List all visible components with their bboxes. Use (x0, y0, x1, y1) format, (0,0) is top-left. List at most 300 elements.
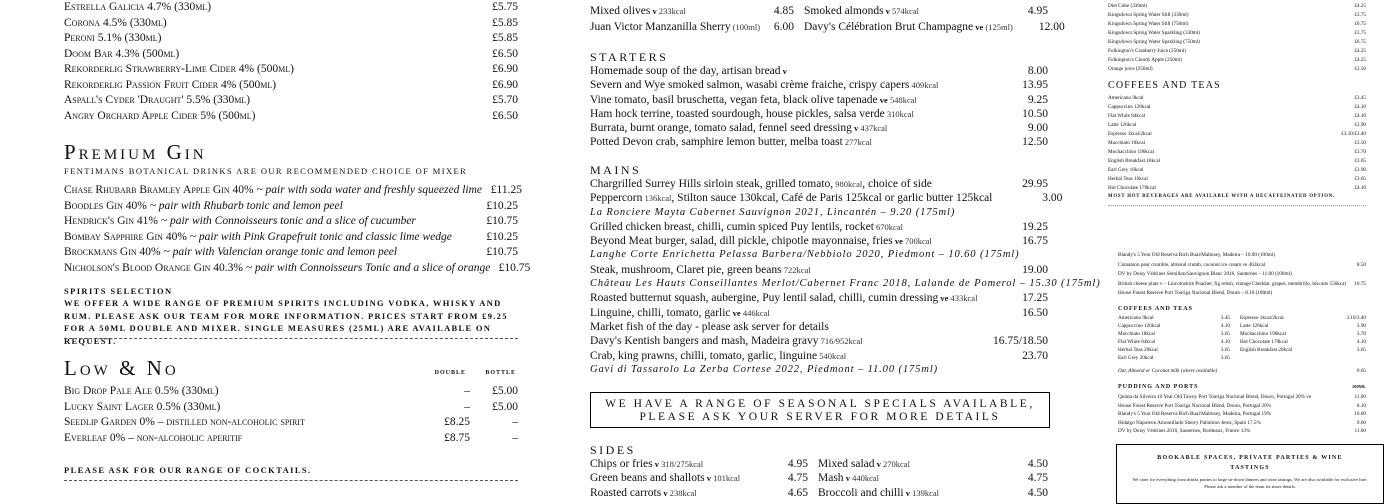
sides-list (590, 457, 1048, 500)
coffee-item (1108, 148, 1366, 157)
coffee-item (1240, 330, 1366, 338)
coffee-item (1240, 338, 1366, 346)
drink-row (64, 93, 518, 109)
drink-name: Rekorderlig Strawberry-Lime Cider 4% (500ml) (64, 63, 294, 75)
starter-kcal: 277kcal (842, 137, 872, 148)
starter-row (590, 135, 1048, 149)
coffees-teas-title-2: COFFEES AND TEAS (1118, 306, 1193, 312)
coffee-item (1108, 103, 1366, 112)
side-diet: v (652, 459, 659, 469)
main-dish (590, 220, 978, 234)
gin-price: £10.75 (486, 215, 518, 227)
drink-row (64, 109, 518, 125)
gin-row (64, 214, 518, 230)
soft-drink-name: Kingsdown Spring Water Still (330ml) (1108, 12, 1189, 18)
coffee-item (1118, 314, 1230, 322)
coffee-item (1240, 346, 1366, 354)
starter-row (590, 78, 1048, 92)
coffees-left-list (1118, 314, 1230, 362)
starter-price: 12.50 (1022, 136, 1048, 149)
starter-row (590, 121, 1048, 135)
pudding-item-name: Blandy's 5 Year Old Reserva Rich Bual/Malmsey, Madeira – 10.00 (100ml) (1118, 252, 1275, 258)
coffee-item-price: 4.10 (1220, 339, 1230, 345)
coffee-item (1240, 314, 1366, 322)
main-price: 16.75/18.50 (993, 335, 1048, 348)
coffee-item-name: Mochacchino 196kcal (1240, 331, 1286, 337)
starter-price: 9.00 (1027, 122, 1048, 135)
gin-price: £11.25 (490, 184, 522, 196)
coffee-item-price: £4.10 (1354, 104, 1366, 110)
main-name: Peppercorn (590, 192, 643, 205)
main-name: Crab, king prawns, chilli, tomato, garlic, linguine (590, 349, 818, 362)
coffee-item-name: Earl Grey 20kcal (1118, 355, 1154, 361)
starter-dish (590, 135, 996, 149)
coffee-item (1108, 184, 1366, 193)
decaf-note: MOST HOT BEVERAGES ARE AVAILABLE WITH A DECAFFEINATED OPTION. (1108, 194, 1335, 199)
gin-name-wrap (64, 245, 478, 261)
main-row (590, 191, 1063, 205)
coffee-item-name: Espresso 1kcal/2kcal (1108, 131, 1152, 137)
gin-mixer: ~ pair with Valencian orange tonic and lemon peel (163, 246, 398, 258)
soft-drink (1108, 65, 1366, 74)
drink-price: £6.50 (492, 47, 518, 60)
soft-drink-name: Folkington's Cranberry Juice (250ml) (1108, 48, 1187, 54)
coffee-item-name: Flat White 84kcal (1108, 113, 1146, 119)
starter-name: Ham hock terrine, toasted sourdough, house pickles, salsa verde (590, 107, 885, 120)
side-kcal: 238kcal (667, 487, 697, 498)
soft-drink-name: Kingsdown Spring Water Sparkling (330ml) (1108, 30, 1200, 36)
starter-name: Homemade soup of the day, artisan bread (590, 65, 781, 77)
port-item (1118, 393, 1366, 402)
coffee-item-price: 3.65 (1220, 347, 1230, 353)
main-dish (590, 234, 978, 248)
soft-drink-price: £3.75 (1354, 12, 1366, 18)
side-kcal: 139kcal (909, 487, 940, 498)
starter-diet: v (851, 123, 859, 134)
side-kcal: 270kcal (880, 459, 910, 469)
port-item-price: 11.00 (1354, 394, 1366, 400)
bookable-spaces-title: BOOKABLE SPACES, PRIVATE PARTIES & WINE TASTINGS (1157, 455, 1343, 471)
main-extra: , Stilton sauce 130kcal, Café de Paris 125kcal or garlic butter 125kcal (671, 192, 993, 205)
main-price: 29.95 (1022, 178, 1048, 190)
drink-name: Corona 4.5% (330ml) (64, 16, 167, 29)
coffee-item-name: English Breakfast 18kcal (1108, 158, 1161, 164)
port-item (1118, 427, 1366, 436)
gin-mixer: ~ pair with soda water and freshly squeezed lime (256, 184, 482, 196)
soft-drink (1108, 2, 1366, 11)
gin-list (64, 183, 531, 276)
main-row (590, 291, 1048, 305)
main-extra: , choice of side (862, 178, 932, 190)
nibble-diet: v (650, 6, 657, 16)
ports-list (1118, 393, 1366, 436)
main-kcal: 716/952kcal (818, 336, 863, 347)
low-no-name: Big Drop Pale Ale 0.5% (330ml) (64, 385, 219, 397)
coffee-item (1108, 166, 1366, 175)
side-price: 4.50 (1027, 486, 1048, 499)
gin-name: Chase Rhubarb Bramley Apple Gin 40% (64, 184, 257, 196)
side-diet: v (874, 459, 881, 469)
side-name: Green beans and shallots (590, 472, 705, 485)
soft-drink-price: £6.75 (1354, 39, 1366, 45)
nibble-diet: ve (973, 21, 984, 32)
pudding-item-name: British cheese plate v – Lincolnshire Poacher, fig relish, vintage Cheddar, grapes, membrillo, biscuits 556kcal (1118, 280, 1346, 287)
double-column-header: DOUBLE (434, 370, 466, 376)
coffee-item-price: £3.90 (1354, 122, 1366, 128)
coffee-item (1118, 354, 1230, 362)
low-no-bottle: – (512, 431, 518, 444)
side-right (808, 457, 996, 471)
starter-dish (590, 93, 996, 107)
main-price: 3.00 (1042, 192, 1063, 205)
drink-row (64, 0, 518, 16)
starter-diet: v (780, 66, 787, 76)
starter-dish (590, 78, 996, 92)
starter-dish (590, 64, 996, 78)
gin-row (64, 245, 518, 261)
ports-column-header: 100ML (1352, 384, 1366, 389)
low-no-name: Seedlip Garden 0% – distilled non-alcoholic spirit (64, 416, 305, 428)
port-item-name: Hidalgo Napoleon Amontillado Sherry Palomino Jerez, Spain 17.5% (1118, 419, 1261, 426)
main-price: 19.00 (1022, 263, 1048, 276)
main-dish (590, 349, 978, 363)
low-no-row (64, 415, 518, 431)
drink-price: £5.75 (492, 1, 518, 13)
side-row (590, 471, 1048, 485)
port-item-price: 11.00 (1354, 428, 1366, 434)
main-name: Grilled chicken breast, chilli, cumin spiced Puy lentils, rocket (590, 220, 874, 233)
bookable-spaces-box (1116, 444, 1384, 504)
coffee-item-name: Herbal Teas 20kcal (1118, 347, 1158, 353)
gin-price: £10.25 (486, 230, 518, 243)
coffee-item-price: £3.90 (1354, 167, 1366, 173)
drink-name: Aspall's Cyder 'Draught' 5.5% (330ml) (64, 94, 251, 106)
low-no-row (64, 384, 518, 400)
low-no-bottle: £5.00 (492, 385, 518, 397)
soft-drink-price: £3.50 (1354, 66, 1366, 72)
gin-row (64, 183, 522, 199)
main-name: Linguine, chilli, tomato, garlic (590, 306, 731, 319)
nibble-kcal: 233kcal (656, 6, 686, 16)
side-left (590, 471, 786, 485)
drink-name: Angry Orchard Apple Cider 5% (500ml) (64, 109, 256, 122)
main-kcal: 722kcal (781, 264, 811, 275)
port-item-name: House Finest Reserve Port Touriga Nacional Blend, Douro, Portugal 20% (1118, 402, 1271, 409)
side-price: 4.75 (787, 472, 808, 485)
coffee-item-price: 3.65 (1220, 331, 1230, 337)
starter-price: 10.50 (1022, 107, 1048, 120)
gin-name: Nicholson's Blood Orange Gin 40.3% (64, 261, 246, 274)
starter-kcal: 548kcal (887, 94, 917, 105)
drink-row (64, 62, 518, 78)
side-name: Mash (818, 472, 844, 485)
premium-gin-subtitle: FENTIMANS BOTANICAL DRINKS ARE OUR RECOMMENDED CHOICE OF MIXER (64, 166, 468, 176)
port-item-price: 10.00 (1354, 411, 1366, 417)
drink-name: Doom Bar 4.3% (500ml) (64, 47, 180, 60)
bookable-spaces-text: We cater for everything from drinks parties to large sit-down dinners and wine tastings. We are also available for exclusive hire. Please ask a member of the team for more details. (1132, 477, 1368, 489)
main-kcal: 540kcal (817, 350, 847, 361)
coffee-item-price: £4.10 (1354, 113, 1366, 119)
starter-name: Burrata, burnt orange, tomato salad, fennel seed dressing (590, 122, 852, 135)
coffee-item-price: £3.10/£3.40 (1341, 131, 1366, 137)
pudding-item (1118, 289, 1366, 299)
main-name: Chargrilled Surrey Hills sirloin steak, grilled tomato, (590, 178, 834, 190)
beers-ciders-list (64, 0, 518, 124)
drink-price: £6.50 (492, 109, 518, 122)
starter-name: Severn and Wye smoked salmon, wasabi crème fraiche, crispy capers (590, 79, 910, 92)
wine-pairing: La Ronciere Mayta Cabernet Sauvignon 2021, Lincantén – 9.20 (175ml) (590, 206, 956, 218)
soft-drink-price: £6.75 (1354, 21, 1366, 27)
gin-mixer: ~ pair with Connoisseurs Tonic and a slice of orange (245, 261, 491, 274)
gin-price: £10.75 (498, 261, 531, 274)
pudding-item-name: House Finest Reserve Port Touriga Nacional Blend, Douro – 8.10 (100ml) (1118, 290, 1273, 296)
port-item (1118, 402, 1366, 411)
starter-diet: ve (877, 94, 888, 105)
wine-pairing: Gavi di Tassarolo La Zerba Cortese 2022, Piedmont – 11.00 (175ml) (590, 363, 939, 375)
soft-drink-price: £4.25 (1354, 48, 1366, 54)
port-item (1118, 410, 1366, 419)
gin-row (64, 261, 531, 277)
gin-row (64, 199, 518, 215)
nibble-row (590, 4, 1048, 20)
starter-row (590, 93, 1048, 107)
port-item (1118, 419, 1366, 428)
nibble-row (590, 20, 1065, 36)
gin-name: Hendrick's Gin 41% (64, 215, 161, 227)
side-kcal: 318/275kcal (658, 459, 704, 469)
main-kcal: 980kcal (833, 179, 863, 189)
port-item-name: DV by Doisy Védrines 2016, Sauternes, Bordeaux, France 13% (1118, 428, 1251, 434)
nibble-name: Mixed olives (590, 5, 651, 17)
coffee-item-name: Americano 9kcal (1118, 315, 1154, 321)
port-item-name: Blandy's 5 Year Old Reserva Rich Bual/Malmsey, Madeira, Portugal 19% (1118, 411, 1272, 417)
coffee-item-price: £4.10 (1354, 185, 1366, 191)
drink-row (64, 31, 518, 47)
coffee-item-name: Macchiato 18kcal (1118, 331, 1156, 337)
pudding-item-price: 8.50 (1356, 261, 1366, 268)
cocktails-note: PLEASE ASK FOR OUR RANGE OF COCKTAILS. (64, 465, 312, 475)
main-row (590, 306, 1048, 320)
coffee-item-name: Mochacchino 196kcal (1108, 149, 1154, 155)
gin-name-wrap (64, 214, 478, 230)
drink-row (64, 47, 518, 63)
coffee-item-price: 3.45 (1220, 315, 1230, 321)
drink-name: Rekorderlig Passion Fruit Cider 4% (500ml) (64, 78, 277, 91)
soft-drink-price: £3.75 (1354, 30, 1366, 36)
drink-price: £6.90 (492, 63, 518, 75)
drink-name: Peroni 5.1% (330ml) (64, 32, 162, 44)
port-item-name: Quinta da Silveira 10 Year Old Tawny Port Touriga Nacional Blend, Douro, Portugal 20% ve (1118, 394, 1312, 400)
main-price: 19.25 (1022, 220, 1048, 233)
main-price: 16.50 (1022, 306, 1048, 319)
nibble-name: Davy's Célébration Brut Champagne (804, 20, 974, 33)
soft-drink-name: Kingsdown Spring Water Still (750ml) (1108, 21, 1189, 27)
spirits-selection-text: WE OFFER A WIDE RANGE OF PREMIUM SPIRITS INCLUDING VODKA, WHISKY AND RUM. PLEASE ASK OUR TEAM FOR MORE INFORMATION. PRICES START FROM £9.25 FOR A 50ML DOUBLE AND MIXER. SINGLE MEASURES (25ML) ARE AVAILABLE ON REQUEST. (64, 298, 508, 346)
main-row (590, 234, 1048, 248)
side-name: Broccoli and chilli (818, 486, 904, 499)
main-row (590, 177, 1048, 191)
soft-drink (1108, 20, 1366, 29)
nibble-price: 4.85 (773, 5, 794, 17)
milk-note-price: 0.65 (1356, 368, 1366, 374)
coffee-item-name: English Breakfast 20kcal (1240, 347, 1293, 353)
nibble-right (794, 4, 996, 20)
starter-dish (590, 107, 996, 121)
main-kcal: 136kcal (642, 193, 672, 204)
port-item-price: 9.60 (1356, 419, 1366, 426)
wine-pairing-row (590, 206, 1048, 220)
side-name: Chips or fries (590, 458, 653, 470)
side-price: 4.75 (1027, 472, 1048, 485)
side-row (590, 457, 1048, 471)
low-no-double: £8.75 (444, 431, 470, 444)
nibble-left (590, 4, 770, 20)
milk-note-text: Oat, Almond or Coconut milk (where available) (1118, 368, 1218, 374)
gin-name-wrap (64, 230, 478, 246)
side-left (590, 457, 786, 471)
main-row (590, 263, 1048, 277)
pudding-ports-title: PUDDING AND PORTS (1118, 384, 1199, 390)
gin-price: £10.25 (486, 199, 518, 212)
coffee-item (1108, 157, 1366, 166)
main-dish (590, 291, 978, 305)
coffee-item-price: £3.65 (1354, 158, 1366, 164)
coffee-item (1240, 322, 1366, 330)
coffee-item-name: Cappuccino 126kcal (1108, 104, 1151, 110)
low-no-name: Everleaf 0% – non-alcoholic aperitif (64, 431, 243, 444)
nibble-kcal: (100ml) (730, 21, 761, 32)
coffee-item-name: Earl Grey 16kcal (1108, 167, 1144, 173)
coffee-item (1108, 121, 1366, 130)
starter-row (590, 64, 1048, 78)
soft-drink (1108, 11, 1366, 20)
main-name: Davy's Kentish bangers and mash, Madeira gravy (590, 335, 819, 348)
low-no-row (64, 400, 518, 416)
starter-kcal: 437kcal (858, 123, 888, 134)
coffee-item (1118, 346, 1230, 354)
pudding-item (1118, 261, 1366, 271)
starter-name: Potted Devon crab, samphire lemon butter, melba toast (590, 136, 843, 149)
side-price: 4.65 (787, 486, 808, 499)
low-no-title: Low & No (64, 356, 179, 380)
main-kcal: 446kcal (740, 307, 770, 318)
coffee-item-price: £3.65 (1354, 176, 1366, 182)
premium-gin-title: Premium Gin (64, 140, 207, 164)
soft-drink (1108, 29, 1366, 38)
main-dish (590, 177, 978, 191)
starters-list (590, 64, 1048, 150)
coffee-item-price: 3.70 (1356, 331, 1366, 337)
drink-price: £5.85 (492, 32, 518, 44)
coffee-item-price: 3.65 (1356, 347, 1366, 353)
divider (64, 338, 518, 339)
main-dish (590, 334, 978, 348)
side-kcal: 440kcal (849, 473, 879, 484)
coffee-item-price: 4.10 (1220, 323, 1230, 329)
nibble-price: 12.00 (1038, 20, 1065, 33)
spirits-selection-title: SPIRITS SELECTION (64, 286, 173, 296)
side-right (808, 471, 996, 485)
main-diet: ve (730, 307, 741, 318)
bottle-column-header: BOTTLE (485, 370, 516, 376)
low-no-bottle: – (512, 416, 518, 428)
coffee-item-price: £3.50 (1354, 140, 1366, 146)
coffee-item-price: 4.10 (1356, 339, 1366, 345)
coffees-right-list (1240, 314, 1366, 354)
mains-title: MAINS (590, 163, 642, 177)
main-dish (590, 191, 992, 205)
coffee-item-price: 3.90 (1356, 323, 1366, 329)
main-diet: ve (938, 293, 949, 304)
main-name: Roasted butternut squash, aubergine, Puy lentil salad, chilli, cumin dressing (590, 292, 939, 305)
milk-note (1118, 368, 1366, 375)
soft-drink (1108, 47, 1366, 56)
gin-name: Brockmans Gin 40% (64, 246, 164, 258)
starter-kcal: 310kcal (884, 108, 914, 119)
gin-price: £10.75 (486, 246, 518, 258)
side-name: Roasted carrots (590, 486, 662, 499)
nibble-price: 4.95 (1027, 5, 1048, 17)
pudding-item (1118, 251, 1366, 261)
starters-title: STARTERS (590, 50, 669, 64)
starter-price: 9.25 (1027, 93, 1048, 106)
low-no-name: Lucky Saint Lager 0.5% (330ml) (64, 400, 221, 413)
pudding-item-name: DV by Doisy Védrines Sémillon/Sauvignon Blanc 2016, Sauternes – 11.00 (100ml) (1118, 271, 1292, 277)
drink-price: £5.70 (492, 94, 518, 106)
low-no-double: – (464, 400, 470, 413)
main-kcal: 670kcal (873, 221, 903, 232)
coffee-item-name: Flat White 84kcal (1118, 339, 1156, 345)
seasonal-specials-banner: WE HAVE A RANGE OF SEASONAL SPECIALS AVAILABLE, PLEASE ASK YOUR SERVER FOR MORE DETAILS (590, 392, 1050, 428)
coffee-item-price: £3.70 (1354, 149, 1366, 155)
coffee-item (1108, 175, 1366, 184)
low-no-double: £8.25 (444, 416, 470, 428)
main-name: Beyond Meat burger, salad, dill pickle, chipotle mayonnaise, fries (590, 235, 893, 248)
soft-drink (1108, 38, 1366, 47)
gin-name: Boodles Gin 40% (64, 199, 150, 212)
wine-pairing-row (590, 363, 1048, 377)
main-row (590, 334, 1048, 348)
nibble-left (590, 20, 770, 36)
divider (64, 480, 518, 481)
gin-name-wrap (64, 261, 490, 277)
pudding-wines-list (1118, 251, 1366, 299)
main-row (590, 220, 1048, 234)
main-price (978, 320, 1048, 334)
starter-row (590, 107, 1048, 121)
gin-mixer: ~ pair with Rhubarb tonic and lemon peel (149, 199, 343, 212)
soft-drink-price: £4.25 (1354, 57, 1366, 63)
main-price: 16.75 (1022, 235, 1048, 248)
coffee-item (1118, 338, 1230, 346)
drink-row (64, 78, 518, 94)
port-item-price: 8.10 (1356, 402, 1366, 409)
nibble-kcal: 574kcal (889, 6, 919, 16)
main-name: Market fish of the day - please ask server for details (590, 320, 829, 333)
wine-pairing: Château Les Hauts Conseillantes Merlot/Cabernet Franc 2018, Lalande de Pomerol – 15.30 (175ml) (590, 278, 1101, 290)
main-name: Steak, mushroom, Claret pie, green beans (590, 263, 782, 276)
coffee-item (1108, 130, 1366, 139)
nibble-kcal: (125ml) (983, 21, 1013, 32)
soft-drink (1108, 56, 1366, 65)
main-kcal: 433kcal (948, 293, 978, 304)
coffee-item-name: Hot Chocolate 170kcal (1108, 185, 1156, 191)
side-diet: v (661, 487, 668, 498)
main-diet: ve (892, 236, 903, 247)
main-dish (590, 263, 978, 277)
coffee-item-name: Latte 126kcal (1108, 122, 1137, 128)
soft-drink-name: Orange juice (250ml) (1108, 66, 1153, 72)
